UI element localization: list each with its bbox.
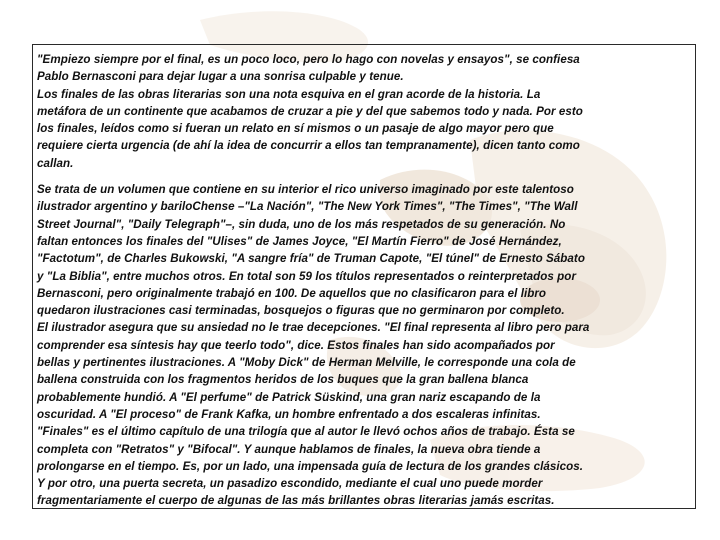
text-line: quedaron ilustraciones casi terminadas, bosquejos o figuras que no germinaron por completo. (37, 304, 565, 318)
text-line: "Factotum", de Charles Bukowski, "A sangre fría" de Truman Capote, "El túnel" de Ernesto Sábato (37, 252, 585, 266)
text-box (32, 44, 696, 509)
text-line: ilustrador argentino y bariloChense –"La Nación", "The New York Times", "The Times", "The Wall (37, 200, 578, 214)
text-line: completa con "Retratos" y "Bifocal". Y aunque hablamos de finales, la nueva obra tiende a (37, 442, 541, 456)
text-line: requiere cierta urgencia (de ahí la idea de concurrir a ellos tan tempranamente), dicen tanto como (37, 139, 580, 153)
text-line: faltan entonces los finales del "Ulises" de James Joyce, "El Martín Fierro" de José Hernández, (37, 234, 562, 248)
text-line: Los finales de las obras literarias son una nota esquiva en el gran acorde de la historia. La (37, 87, 541, 101)
text-line: El ilustrador asegura que su ansiedad no le trae decepciones. "El final representa al libro pero para (37, 321, 590, 335)
text-line: probablemente hundió. A "El perfume" de Patrick Süskind, una gran nariz escapando de la (37, 390, 541, 404)
text-line: los finales, leídos como si fueran un relato en sí mismos o un pasaje de algo mayor pero que (37, 122, 554, 136)
text-line: Pablo Bernasconi para dejar lugar a una sonrisa culpable y tenue. (37, 70, 404, 84)
text-line: Street Journal", "Daily Telegraph"–, sin duda, uno de los más respetados de su generación. No (37, 217, 566, 231)
text-line: callan. (37, 156, 74, 170)
text-line: Bernasconi, pero originalmente trabajó en 100. De aquellos que no clasificaron para el libro (37, 286, 547, 300)
text-line: metáfora de un continente que acabamos de cruzar a pie y del que sabemos todo y nada. Por esto (37, 104, 583, 118)
text-line: comprender esa síntesis hay que teerlo todo", dice. Estos finales han sido acompañados por (37, 338, 555, 352)
text-line: y "La Biblia", entre muchos otros. En total son 59 los títulos representados o reinterpretados por (37, 269, 577, 283)
paragraph-body (37, 181, 689, 509)
text-line: oscuridad. A "El proceso" de Frank Kafka, un hombre enfrentado a dos escaleras infinitas. (37, 407, 541, 421)
text-line: "Finales" es el último capítulo de una trilogía que al autor le llevó ochos años de trabajo. Ésta se (37, 425, 575, 439)
text-line: Se trata de un volumen que contiene en su interior el rico universo imaginado por este talentoso (37, 183, 574, 197)
text-line: fragmentariamente el cuerpo de algunas de las más brillantes obras literarias jamás escritas. (37, 494, 555, 508)
text-line: prolongarse en el tiempo. Es, por un lado, una impensada guía de lectura de los grandes clásicos. (37, 459, 584, 473)
text-line: "Empiezo siempre por el final, es un poco loco, pero lo hago con novelas y ensayos", se confiesa (37, 53, 580, 66)
text-line: ballena construida con los fragmentos heridos de los buques que la gran ballena blanca (37, 373, 529, 387)
paragraph-intro (37, 51, 689, 172)
text-line: bellas y pertinentes ilustraciones. A "Moby Dick" de Herman Melville, le corresponde una cola de (37, 356, 576, 370)
text-line: Y por otro, una puerta secreta, un pasadizo escondido, mediante el cual uno puede morder (37, 477, 543, 491)
